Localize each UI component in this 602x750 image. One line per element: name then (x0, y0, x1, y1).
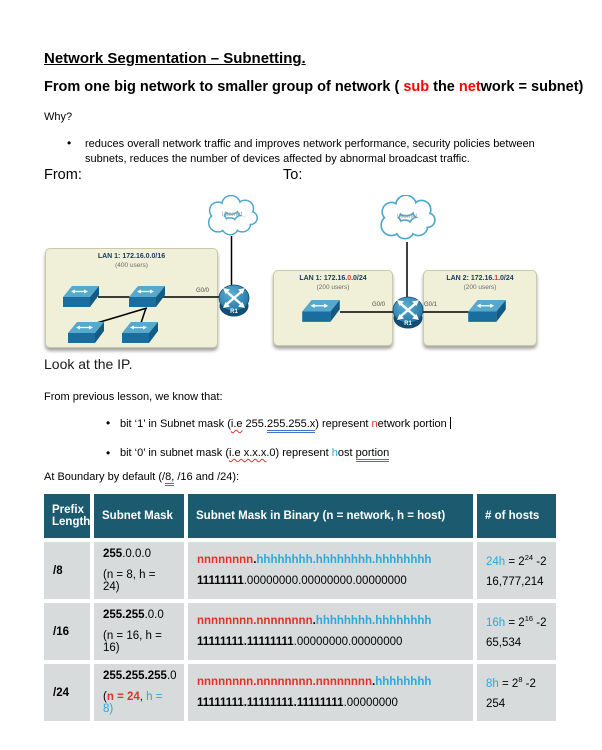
subtitle-pre: From one big network to smaller group of network ( (44, 79, 404, 95)
hosts-count: 65,534 (486, 637, 522, 650)
lan-to2-users: (200 users) (463, 284, 497, 291)
lan-to2-pre: LAN 2: 172.16. (446, 275, 495, 282)
bits-host: .00000000.00000000 (293, 636, 403, 648)
col-header-prefix-length: Prefix Length (42, 492, 92, 540)
lan-from-title: LAN 1: 172.16.0.0/16 (97, 253, 166, 260)
hosts-cell (475, 540, 558, 601)
bits-host: .00000000.00000000.00000000 (243, 575, 407, 587)
bits-network: 11111111.11111111.11111111 (197, 697, 344, 709)
nh-open: ( (103, 691, 107, 703)
to-label: To: (283, 167, 303, 183)
boundary-post: /16 and /24): (174, 471, 240, 483)
iface-g01-to: G0/1 (424, 302, 438, 308)
nh-sep: , (139, 691, 147, 703)
switch-2 (129, 286, 165, 314)
binary-bits (197, 575, 464, 587)
lan-to1-post: .0/24 (351, 275, 367, 282)
binary-host: hhhhhhhh.hhhhhhhh.hhhhhhhh (256, 554, 432, 566)
hosts-exponent: 16 (524, 613, 534, 623)
bits-network: 11111111 (197, 575, 244, 587)
switch-icon (468, 300, 506, 324)
b1-wavy: i.e (230, 418, 243, 430)
binary-cell (186, 662, 475, 723)
mask-value (103, 609, 175, 621)
lan-to1-octet: 0 (347, 275, 352, 282)
hosts-cell (475, 662, 558, 723)
mask-nh (103, 691, 175, 715)
table-header-row (42, 492, 558, 540)
binary-bits (197, 636, 464, 648)
hosts-formula (486, 675, 547, 690)
iface-g00-to: G0/0 (372, 302, 386, 308)
binary-bits (197, 697, 464, 709)
internet-cloud-to (376, 195, 438, 243)
why-label: Why? (44, 111, 73, 123)
subtitle-post: work = subnet) (480, 79, 584, 95)
why-bullet-text: reduces overall network traffic and improves network performance, security policies between subnets, reduces the number of devices affected by abnormal broadcast traffic. (85, 138, 535, 165)
hosts-h: 16h (486, 616, 506, 629)
hosts-formula (486, 553, 547, 568)
switch-icon (302, 300, 340, 324)
iface-g00-from: G0/0 (196, 288, 210, 294)
switch-1 (63, 286, 99, 314)
mask-rest: .0.0 (144, 609, 164, 621)
nh-network: n = 24 (106, 691, 140, 703)
switch-icon (129, 286, 165, 309)
prev-lesson-text: From previous lesson, we know that: (44, 391, 223, 403)
b2-wavy: i.e x.x.x (229, 447, 267, 459)
prefix-cell: /8 (42, 540, 92, 601)
switch-4 (122, 322, 158, 350)
mask-bold: 255.255.255 (103, 670, 167, 682)
binary-network: nnnnnnnn.nnnnnnnn (197, 615, 313, 627)
hosts-h: 8h (486, 677, 499, 690)
hosts-eq: = 2 (505, 555, 525, 568)
b1-underlined: 255.255.x (267, 418, 315, 433)
binary-network: nnnnnnnn (197, 554, 254, 566)
bullet-marker: • (67, 136, 72, 150)
b2-mid: .0) represent (266, 447, 332, 459)
page-subtitle (44, 79, 583, 95)
col-header-binary: Subnet Mask in Binary (n = network, h = host) (186, 492, 475, 540)
switch-to-1 (302, 300, 340, 329)
hosts-h: 24h (486, 555, 506, 568)
hosts-cell (475, 601, 558, 662)
binary-cell (186, 540, 475, 601)
mask-nh: (n = 8, h = 24) (103, 569, 156, 593)
internet-label-from: Internet (221, 211, 243, 218)
col-header-hosts: # of hosts (475, 492, 558, 540)
router-to-label: R1 (404, 321, 412, 327)
mask-value (103, 548, 175, 560)
table-row (42, 601, 558, 662)
binary-dot: . (253, 554, 257, 566)
router-from (216, 282, 252, 318)
lan-to1-users: (200 users) (316, 284, 350, 291)
binary-letters (197, 554, 464, 566)
hosts-tail: -2 (533, 616, 547, 629)
lan-from-users: (400 users) (115, 262, 148, 269)
b2-h-cyan: h (331, 447, 338, 459)
mask-rest: .0.0.0 (122, 548, 151, 560)
subtitle-red-net: net (458, 79, 481, 95)
mask-bold: 255.255 (103, 609, 145, 621)
switch-icon (68, 322, 104, 345)
mask-nh: (n = 16, h = 16) (103, 630, 162, 654)
router-to (390, 294, 426, 330)
internet-cloud-from (204, 195, 260, 239)
mask-value (103, 670, 175, 682)
hosts-exponent: 24 (524, 552, 534, 562)
lan-to2-octet: 1 (494, 275, 499, 282)
mask-bold: 255 (103, 548, 123, 560)
page-title: Network Segmentation – Subnetting. (44, 50, 306, 67)
table-row (42, 540, 558, 601)
ip-bullet-1 (120, 417, 451, 430)
binary-host: hhhhhhhh.hhhhhhhh (315, 615, 432, 627)
b1-pre: bit ‘1’ in Subnet mask ( (120, 418, 231, 430)
binary-letters (197, 676, 464, 688)
bullet-marker: • (106, 446, 111, 460)
boundary-underlined: 8, (165, 471, 174, 486)
b2-pre: bit ‘0’ in subnet mask ( (120, 447, 230, 459)
switch-icon (122, 322, 158, 345)
bullet-marker: • (106, 416, 111, 430)
prefix-cell: /24 (42, 662, 92, 723)
boundary-pre: At Boundary by default (/ (44, 471, 166, 483)
binary-dot: . (312, 615, 316, 627)
from-label: From: (44, 167, 82, 183)
b1-post: ) represent (315, 418, 372, 430)
mask-cell (92, 662, 186, 723)
b1-mid: 255. (242, 418, 267, 430)
nh-host: h = 8) (103, 691, 163, 715)
binary-dot: . (371, 676, 376, 688)
text-cursor (450, 417, 451, 429)
hosts-count: 254 (486, 698, 506, 711)
router-from-label: R1 (230, 309, 238, 315)
hosts-tail: -2 (533, 555, 547, 568)
switch-to-2 (468, 300, 506, 329)
hosts-exponent: 8 (518, 674, 523, 684)
subtitle-red-sub: sub (403, 79, 430, 95)
binary-network: nnnnnnnn.nnnnnnnn.nnnnnnnn (197, 676, 372, 688)
mask-rest: .0 (166, 670, 177, 682)
internet-label-to: Internet (396, 213, 418, 220)
lan-to1-pre: LAN 1: 172.16. (299, 275, 348, 282)
boundary-text (44, 471, 239, 483)
b1-n-red: n (371, 418, 378, 430)
binary-letters (197, 615, 464, 627)
mask-cell (92, 601, 186, 662)
col-header-subnet-mask: Subnet Mask (92, 492, 186, 540)
subnet-table (42, 492, 558, 723)
mask-cell (92, 540, 186, 601)
binary-cell (186, 601, 475, 662)
b2-underlined: portion (356, 447, 390, 462)
hosts-eq: = 2 (498, 677, 519, 690)
binary-host: hhhhhhhh (375, 676, 432, 688)
bits-host: .00000000 (343, 697, 398, 709)
look-at-ip-heading: Look at the IP. (44, 356, 133, 372)
b2-tail: ost (337, 447, 356, 459)
switch-icon (63, 286, 99, 309)
switch-3 (68, 322, 104, 350)
table-row (42, 662, 558, 723)
hosts-formula (486, 614, 547, 629)
hosts-count: 16,777,214 (486, 576, 544, 589)
hosts-eq: = 2 (505, 616, 525, 629)
ip-bullet-2 (120, 447, 389, 459)
subtitle-mid: the (429, 79, 459, 95)
bits-network: 11111111.11111111 (197, 636, 294, 648)
b1-tail: etwork portion (377, 418, 447, 430)
lan-to2-post: .0/24 (498, 275, 514, 282)
hosts-tail: -2 (522, 677, 536, 690)
prefix-cell: /16 (42, 601, 92, 662)
